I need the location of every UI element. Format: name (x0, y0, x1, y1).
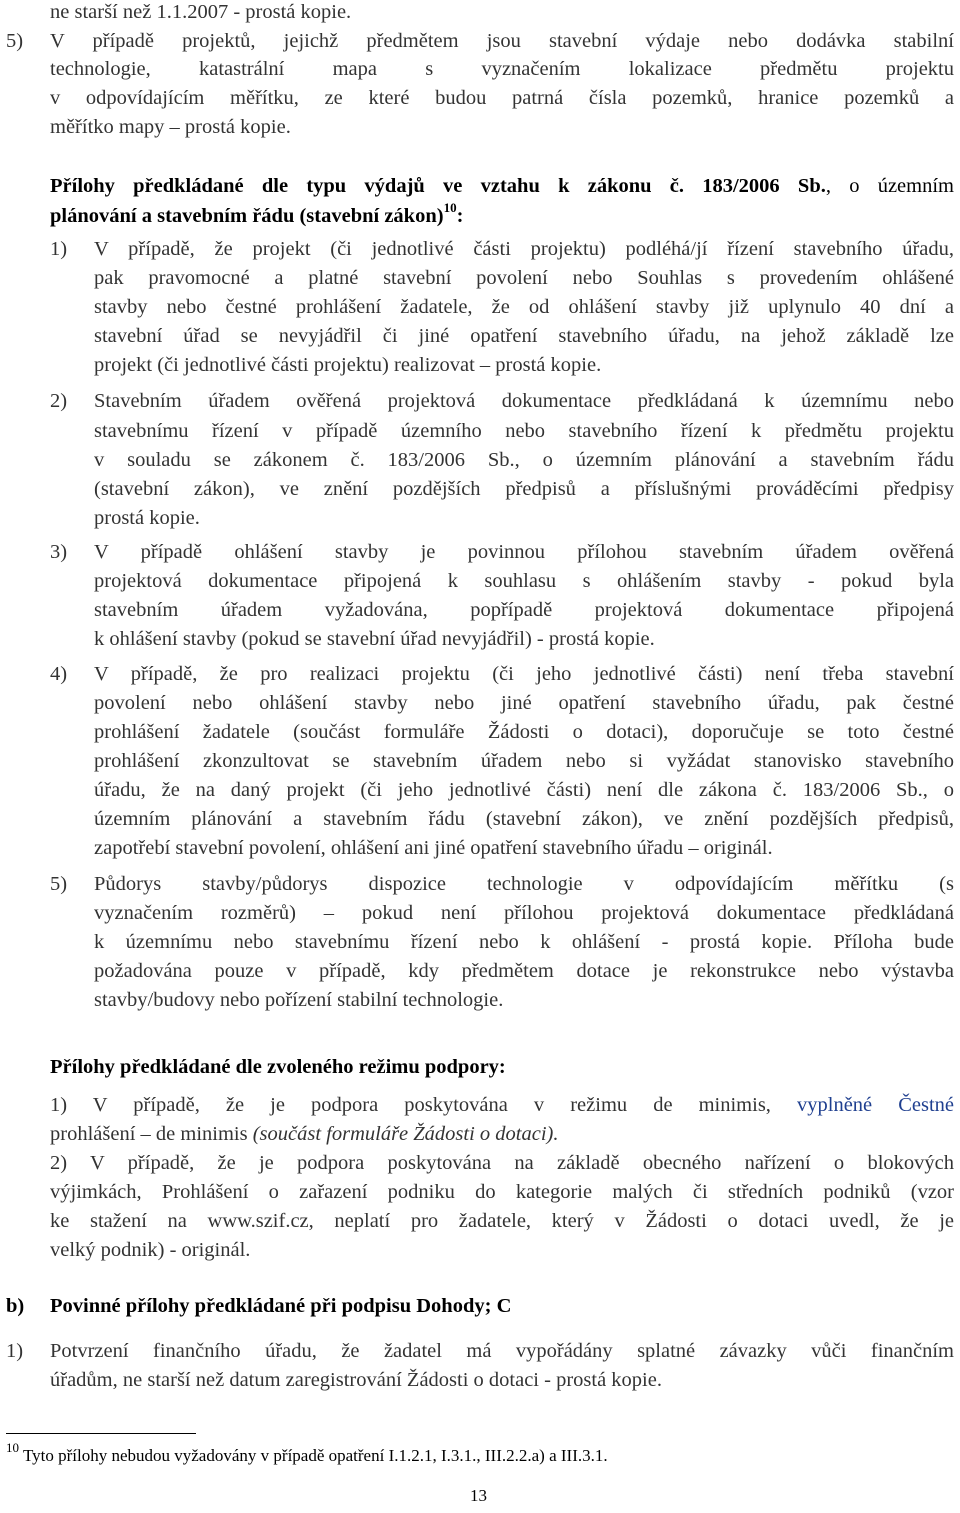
text-line: zapotřebí stavební povolení, ohlášení ani jiné opatření stavebního úřadu – originál. (94, 837, 773, 859)
heading-part: plánování a stavebním řádu (stavební zákon) (50, 205, 444, 227)
footnote-text: Tyto přílohy nebudou vyžadovány v případě opatření I.1.2.1, I.3.1., III.2.2.a) a III.3.1. (19, 1446, 608, 1465)
text-line: vyznačením rozměrů) – pokud není přílohou projektová dokumentace předkládaná (94, 902, 954, 924)
text-line: Potvrzení finančního úřadu, že žadatel má vypořádány splatné závazky vůči finančním (50, 1340, 954, 1362)
text-line (50, 1093, 954, 1117)
text-line: (stavební zákon), ve znění pozdějších předpisů a příslušnými prováděcími předpisy (94, 478, 954, 500)
text-line: stavebnímu řízení v případě územního nebo stavebního řízení k předmětu projektu (94, 420, 954, 442)
text-line: technologie, katastrální mapa s vyznačením lokalizace předmětu projektu (50, 58, 954, 80)
text-part: prohlášení – de minimis (50, 1123, 253, 1145)
text-line: měřítko mapy – prostá kopie. (50, 116, 291, 138)
text-line: velký podnik) - originál. (50, 1239, 251, 1261)
text-line: k ohlášení stavby (pokud se stavební úřad nevyjádřil) - prostá kopie. (94, 628, 655, 650)
text-line: stavby nebo čestné prohlášení žadatele, že od ohlášení stavby již uplynulo 40 dní a (94, 296, 954, 318)
section-heading-line (50, 200, 464, 228)
footnote-divider (6, 1433, 196, 1434)
heading-part: , o územním (825, 175, 954, 197)
item-number: 3) (50, 541, 68, 563)
item-number: 1) (50, 238, 68, 260)
footnote (6, 1440, 608, 1466)
text-line: Stavebním úřadem ověřená projektová dokumentace předkládaná k územnímu nebo (94, 390, 954, 412)
text-line: prostá kopie. (94, 507, 200, 529)
section-heading: Povinné přílohy předkládané při podpisu Dohody; C (50, 1295, 512, 1317)
text-line: ne starší než 1.1.2007 - prostá kopie. (50, 1, 352, 23)
page-number: 13 (470, 1486, 487, 1505)
text-line: k územnímu nebo stavebnímu řízení nebo k ohlášení - prostá kopie. Příloha bude (94, 931, 954, 953)
text-line: 2) V případě, že je podpora poskytována na základě obecného nařízení o blokových (50, 1152, 954, 1174)
text-line: prohlášení žadatele (součást formuláře Žádosti o dotaci), doporučuje se toto čestné (94, 721, 954, 743)
item-number: 4) (50, 663, 68, 685)
text-part: vyplněné Čestné (770, 1094, 954, 1116)
text-line: V případě, že pro realizaci projektu (či jeho jednotlivé části) není třeba stavební (94, 663, 954, 685)
text-line: pak pravomocné a platné stavební povolení nebo Souhlas s provedením ohlášené (94, 267, 954, 289)
text-line: prohlášení zkonzultovat se stavebním úřadem nebo si vyžádat stanovisko stavebního (94, 750, 954, 772)
item-number: 5) (6, 30, 24, 52)
item-number: 2) (50, 390, 68, 412)
text-line: výjimkách, Prohlášení o zařazení podniku do kategorie malých či středních podniků (vzor (50, 1181, 954, 1203)
text-line: V případě, že projekt (či jednotlivé části projektu) podléhá/jí řízení stavebního úřadu, (94, 238, 954, 260)
footnote-ref: 10 (443, 200, 457, 216)
text-line: V případě projektů, jejichž předmětem jsou stavební výdaje nebo dodávka stabilní (50, 30, 954, 52)
text-line: v souladu se zákonem č. 183/2006 Sb., o územním plánování a stavebním řádu (94, 449, 954, 471)
text-line: územním plánování a stavebním řádu (stavební zákon), ve znění pozdějších předpisů, (94, 808, 954, 830)
text-line: ke stažení na www.szif.cz, neplatí pro žadatele, který v Žádosti o dotaci uvedl, že je (50, 1210, 954, 1232)
text-line: stavební úřad se nevyjádřil či jiné opatření stavebního úřadu, na jehož základě lze (94, 325, 954, 347)
text-line: úřadu, že na daný projekt (či jeho jednotlivé části) není dle zákona č. 183/2006 Sb., o (94, 779, 954, 801)
text-line: projekt (či jednotlivé části projektu) realizovat – prostá kopie. (94, 354, 602, 376)
item-number: 5) (50, 873, 68, 895)
text-line: V případě ohlášení stavby je povinnou přílohou stavebním úřadem ověřená (94, 541, 954, 563)
text-line: projektová dokumentace připojená k souhlasu s ohlášením stavby - pokud byla (94, 570, 954, 592)
section-heading: Přílohy předkládané dle zvoleného režimu podpory: (50, 1056, 506, 1078)
heading-part: : (456, 205, 464, 227)
text-line: v odpovídajícím měřítku, ze které budou patrná čísla pozemků, hranice pozemků a (50, 87, 954, 109)
text-line: požadována pouze v případě, kdy předmětem dotace je rekonstrukce nebo výstavba (94, 960, 954, 982)
text-line (50, 1122, 559, 1146)
text-part: 1) V případě, že je podpora poskytována v režimu de minimis, (50, 1094, 771, 1116)
text-line: povolení nebo ohlášení stavby nebo jiné opatření stavebního úřadu, pak čestné (94, 692, 954, 714)
footnote-number: 10 (6, 1440, 19, 1456)
text-part: (součást formuláře Žádosti o dotaci). (252, 1123, 559, 1145)
section-letter: b) (6, 1295, 25, 1317)
heading-part: Přílohy předkládané dle typu výdajů ve vztahu k zákonu č. 183/2006 Sb. (50, 175, 826, 197)
text-line: Půdorys stavby/půdorys dispozice technologie v odpovídajícím měřítku (s (94, 873, 954, 895)
text-line: stavebním úřadem vyžadována, popřípadě projektová dokumentace připojená (94, 599, 954, 621)
section-heading-line (50, 174, 954, 198)
text-line: úřadům, ne starší než datum zaregistrování Žádosti o dotaci - prostá kopie. (50, 1369, 662, 1391)
text-line: stavby/budovy nebo pořízení stabilní technologie. (94, 989, 504, 1011)
item-number: 1) (6, 1340, 24, 1362)
